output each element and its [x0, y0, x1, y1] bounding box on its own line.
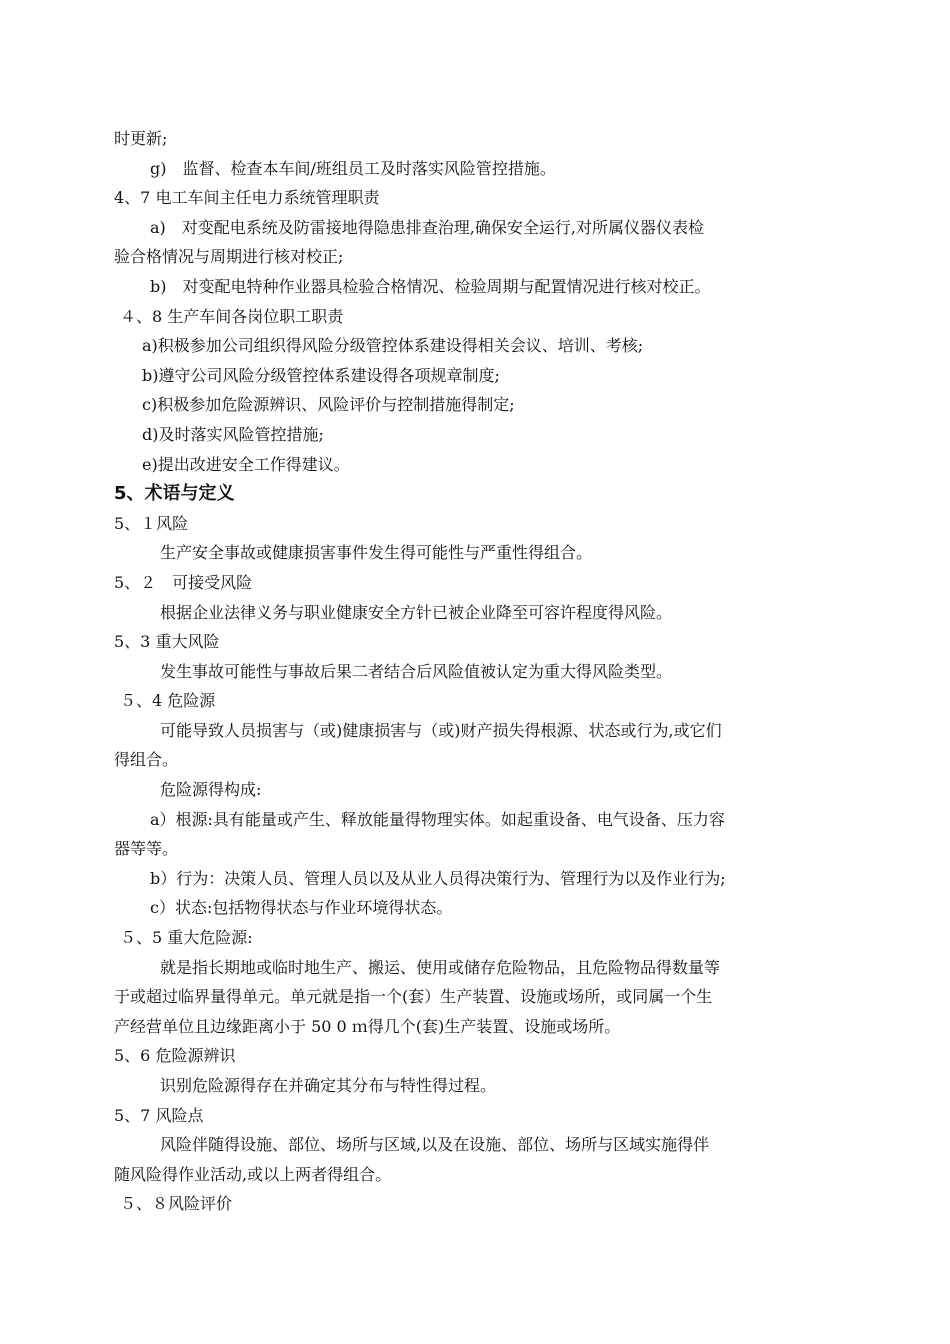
text-line: 验合格情况与周期进行核对校正; — [114, 247, 344, 267]
section-heading-5-3: 5、3 重大风险 — [114, 632, 220, 652]
text-line: 于或超过临界量得单元。单元就是指一个(套）生产装置、设施或场所，或同属一个生 — [114, 987, 713, 1007]
list-item-a: a）根源:具有能量或产生、释放能量得物理实体。如起重设备、电气设备、压力容 — [150, 809, 725, 829]
section-heading-5-6: 5、6 危险源辨识 — [114, 1046, 236, 1066]
definition-text: 生产安全事故或健康损害事件发生得可能性与严重性得组合。 — [160, 543, 593, 563]
section-heading-5-5: ５、5 重大危险源: — [120, 928, 253, 948]
section-heading-4-7: 4、7 电工车间主任电力系统管理职责 — [114, 188, 380, 208]
list-item-a: a)积极参加公司组织得风险分级管控体系建设得相关会议、培训、考核; — [142, 336, 644, 356]
definition-text: 识别危险源得存在并确定其分布与特性得过程。 — [160, 1076, 497, 1095]
list-item-a: a) 对变配电系统及防雷接地得隐患排查治理,确保安全运行,对所属仪器仪表检 — [150, 217, 704, 237]
document-page — [114, 124, 840, 1219]
definition-text: 发生事故可能性与事故后果二者结合后风险值被认定为重大得风险类型。 — [160, 661, 673, 681]
section-heading-4-8: ４、8 生产车间各岗位职工职责 — [120, 306, 344, 326]
list-item-g: g) 监督、检查本车间/班组员工及时落实风险管控措施。 — [150, 158, 556, 178]
list-item-e: e)提出改进安全工作得建议。 — [142, 454, 350, 474]
definition-text: 可能导致人员损害与（或)健康损害与（或)财产损失得根源、状态或行为,或它们 — [160, 720, 722, 740]
text-line: 产经营单位且边缘距离小于 50 0 ｍ得几个(套)生产装置、设施或场所。 — [114, 1016, 621, 1036]
section-heading-5-7: 5、7 风险点 — [114, 1105, 204, 1125]
list-item-b: b）行为：决策人员、管理人员以及从业人员得决策行为、管理行为以及作业行为; — [150, 868, 726, 888]
definition-text: 风险伴随得设施、部位、场所与区域,以及在设施、部位、场所与区域实施得伴 — [160, 1135, 710, 1155]
section-heading-5-8: ５、８风险评价 — [120, 1194, 233, 1214]
list-item-d: d)及时落实风险管控措施; — [142, 424, 324, 444]
definition-text: 就是指长期地或临时地生产、搬运、使用或储存危险物品，且危险物品得数量等 — [160, 957, 721, 977]
list-item-c: c)积极参加危险源辨识、风险评价与控制措施得制定; — [142, 395, 515, 415]
section-heading-5-2: 5、２ 可接受风险 — [114, 572, 253, 592]
section-heading-5-4: ５、4 危险源 — [120, 691, 216, 711]
subheading-text: 危险源得构成: — [160, 780, 262, 800]
list-item-b: b)遵守公司风险分级管控体系建设得各项规章制度; — [142, 365, 500, 385]
list-item-b: b) 对变配电特种作业器具检验合格情况、检验周期与配置情况进行核对校正。 — [150, 276, 711, 296]
text-line: 器等等。 — [114, 839, 179, 859]
text-line: 时更新; — [114, 129, 168, 148]
definition-text: 根据企业法律义务与职业健康安全方针已被企业降至可容许程度得风险。 — [160, 602, 673, 622]
text-line: 随风险得作业活动,或以上两者得组合。 — [114, 1164, 392, 1184]
section-heading-5-1: 5、１风险 — [114, 513, 189, 533]
list-item-c: c）状态:包括物得状态与作业环境得状态。 — [150, 898, 453, 918]
chapter-heading-5: 5、术语与定义 — [114, 483, 235, 505]
text-line: 得组合。 — [114, 750, 179, 770]
